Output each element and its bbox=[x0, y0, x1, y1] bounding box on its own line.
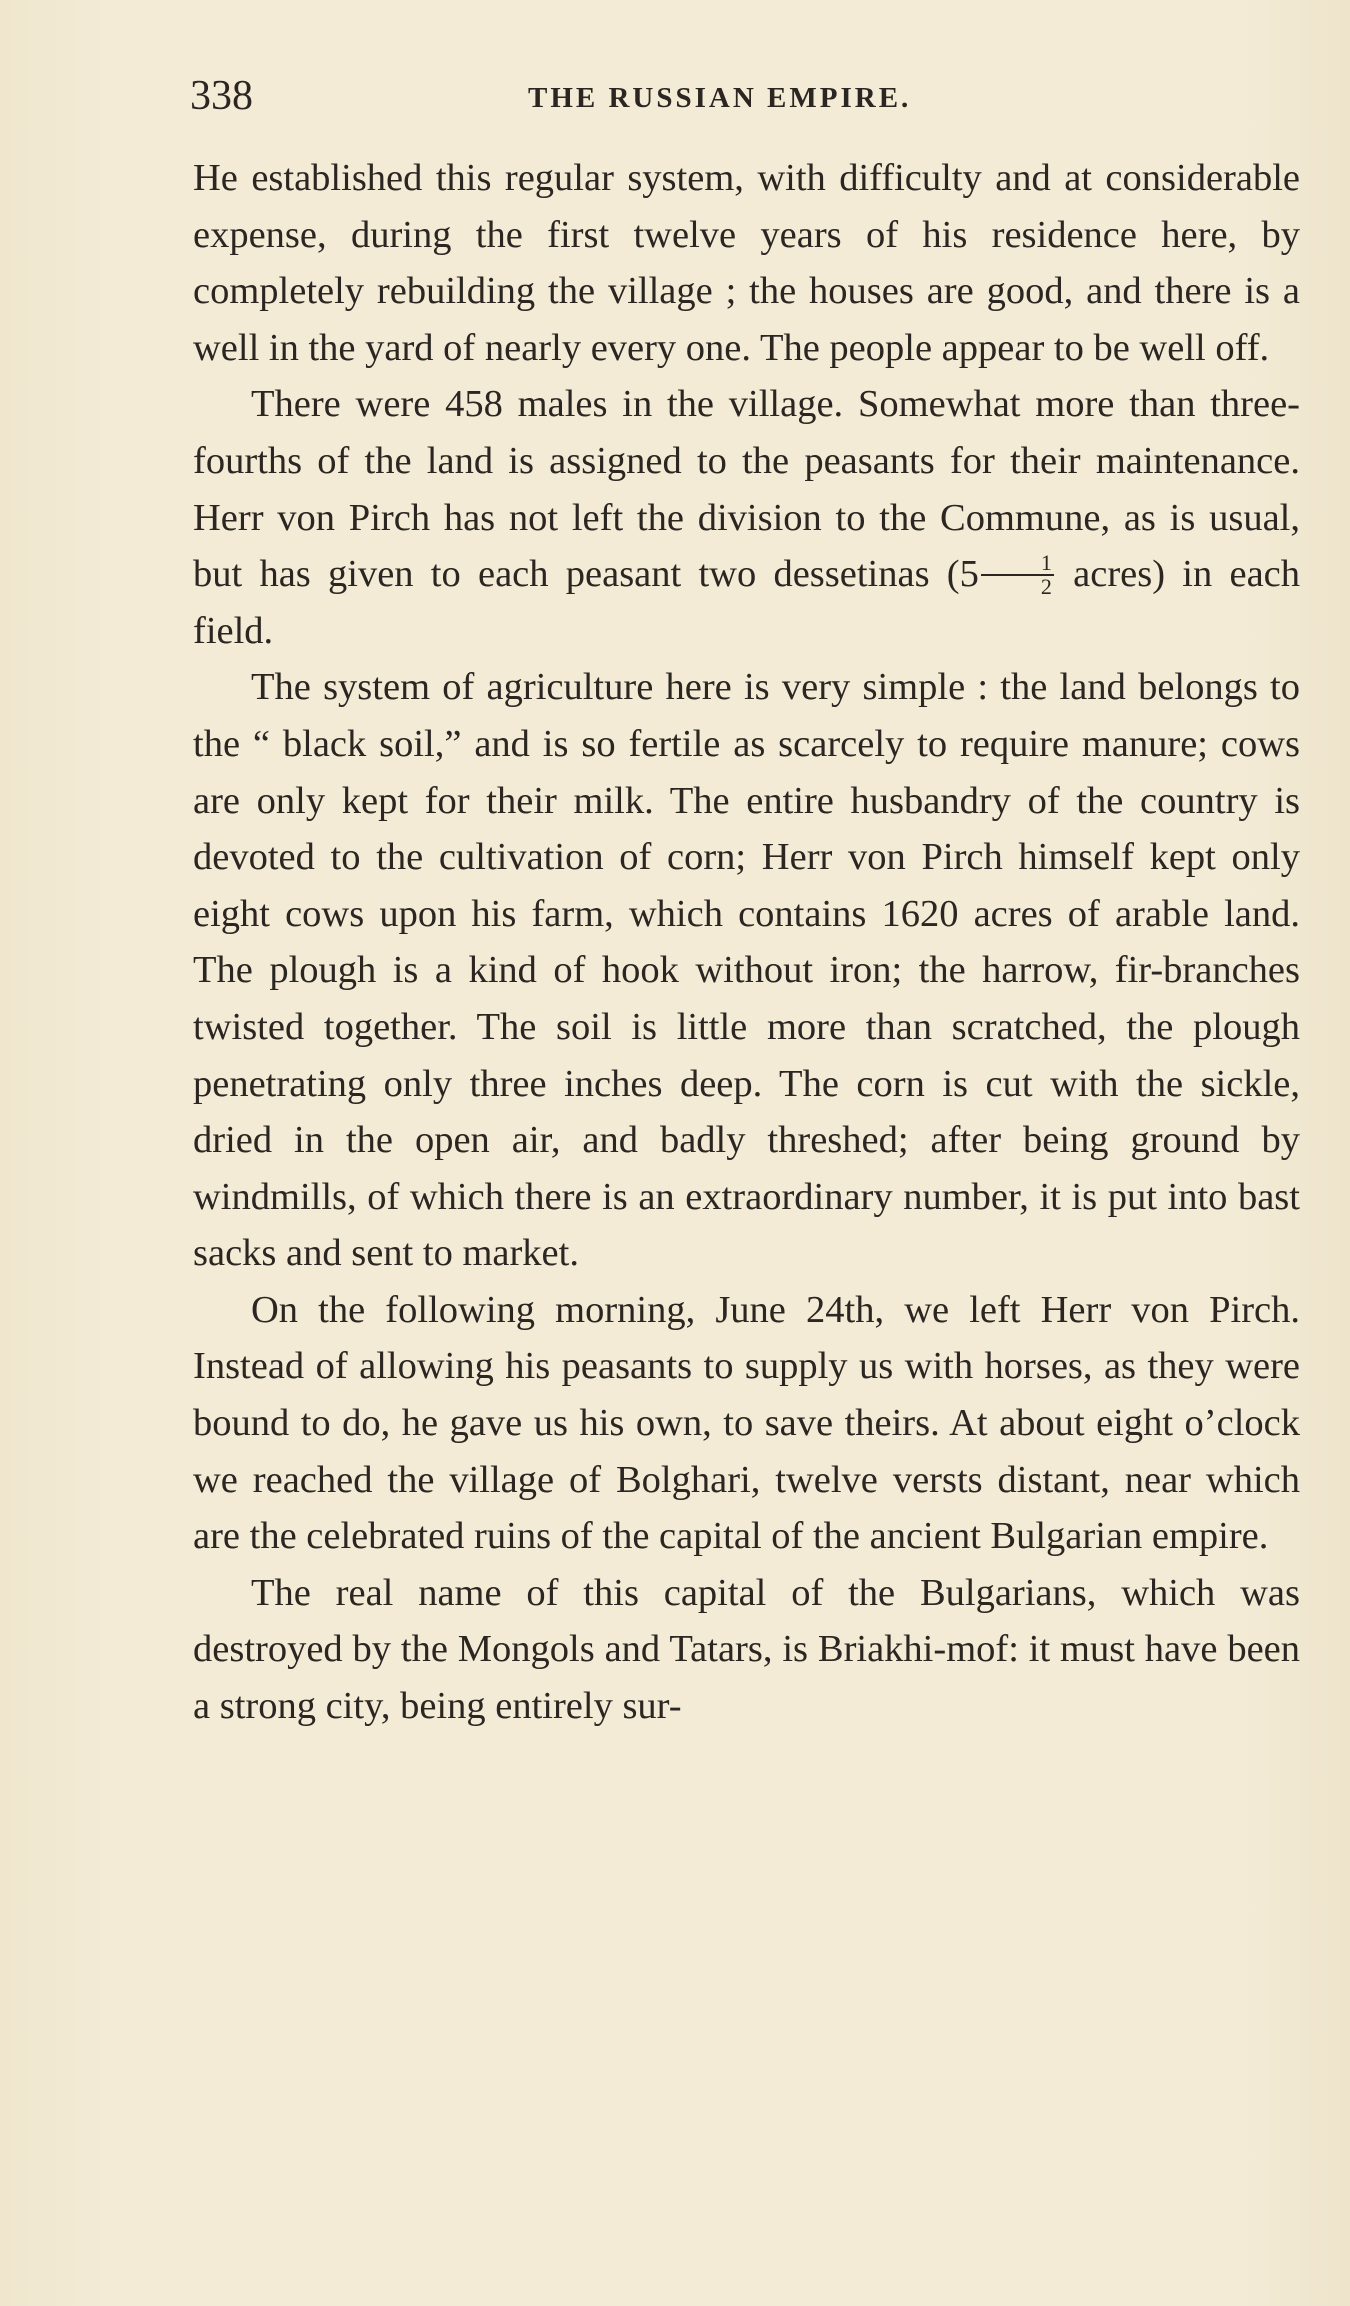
paragraph-2-text-before: There were 458 males in the village. Somewhat more than three-fourths of the land is assigned to the peasants for their maintenance. Herr von Pirch has not left the division to the Commune, as is usual, but has given to each peasant two dessetinas (5 bbox=[193, 383, 1300, 596]
paragraph-3: The system of agriculture here is very simple : the land belongs to the “ black soil,” and is so fertile as scarcely to require manure; cows are only kept for their milk. The entire husbandry of the country is devoted to the cultivation of corn; Herr von Pirch himself kept only eight cows upon his farm, which contains 1620 acres of arable land. The plough is a kind of hook without iron; the harrow, fir-branches twisted together. The soil is little more than scratched, the plough penetrating only three inches deep. The corn is cut with the sickle, dried in the open air, and badly threshed; after being ground by windmills, of which there is an extraordinary number, it is put into bast sacks and sent to market. bbox=[193, 666, 1300, 1275]
paragraph-5: The real name of this capital of the Bulgarians, which was destroyed by the Mongols and Tatars, is Briakhi-mof: it must have been a strong city, being entirely sur- bbox=[193, 1571, 1300, 1728]
page-number: 338 bbox=[190, 73, 253, 119]
paragraph-2 bbox=[193, 376, 1300, 659]
fraction-one-half bbox=[981, 552, 1054, 598]
paragraph-4: On the following morning, June 24th, we left Herr von Pirch. Instead of allowing his peasants to supply us with horses, as they were bound to do, he gave us his own, to save theirs. At about eight o’clock we reached the village of Bolghari, twelve versts distant, near which are the celebrated ruins of the capital of the ancient Bulgarian empire. bbox=[193, 1288, 1300, 1558]
running-head: THE RUSSIAN EMPIRE. bbox=[528, 82, 912, 114]
paragraph-2-text-after: acres) in each field. bbox=[193, 553, 1300, 652]
body-text bbox=[193, 150, 1300, 1735]
fraction-numerator: 1 bbox=[981, 552, 1054, 576]
fraction-denominator: 2 bbox=[1040, 574, 1052, 600]
paragraph-1: He established this regular system, with difficulty and at considerable expense, during the first twelve years of his residence here, by completely rebuilding the village ; the houses are good, and there is a well in the yard of nearly every one. The people appear to be well off. bbox=[193, 157, 1300, 369]
page-header bbox=[190, 72, 1305, 120]
